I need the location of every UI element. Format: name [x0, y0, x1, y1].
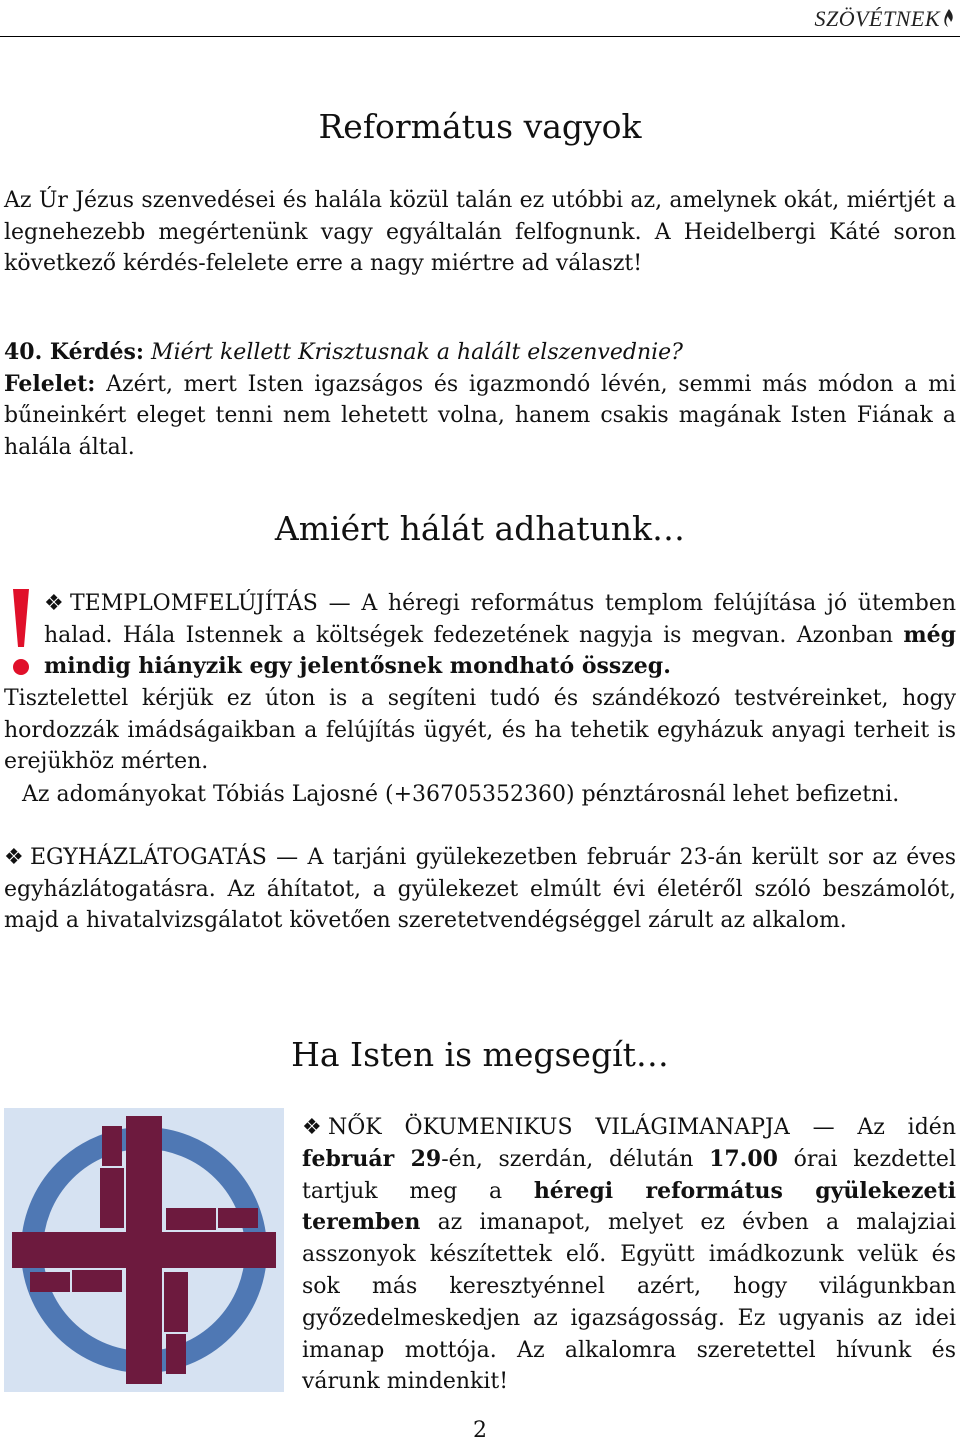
brand-name: SZÖVÉTNEK	[814, 6, 940, 31]
item-text-emphasis: még mindig hiányzik egy jelentősnek mondható összeg.	[44, 621, 956, 680]
item-text: A tarjáni gyülekezetben február 23-án került sor az éves egyházlátogatásra. Az áhítatot, a gyülekezet elmúlt évi életéről szóló beszámolót, majd a hivatalvizsgálatot követően szeretetvendégséggel zárult az alkalom.	[4, 845, 957, 934]
diamond-bullet-icon: ❖	[44, 591, 64, 616]
question-text: Miért kellett Krisztusnak a halált elszenvednie?	[151, 340, 683, 365]
item-text: Az idén	[857, 1115, 956, 1140]
item-label: TEMPLOMFELÚJÍTÁS	[70, 591, 318, 616]
renovation-continued	[4, 683, 956, 778]
question-label: 40. Kérdés:	[4, 339, 145, 365]
intro-paragraph	[4, 185, 956, 280]
item-text: A héregi református templom felújítása jó ütemben halad. Hála Istennek a költségek fedezetének nagyja is megvan. Azonban	[44, 591, 957, 648]
dash: —	[812, 1115, 835, 1140]
page-header	[0, 0, 960, 37]
item-text: az imanapot, melyet ez évben a malajziai asszonyok készítettek elő. Együtt imádkozunk velük és sok más keresztyénnel azért, hogy világunkban győzedelmeskedjen az igazságosság. Ez ugyanis az idei imanap mottója. Az alkalomra szeretettel hívunk és várunk mindenkit!	[302, 1210, 956, 1395]
section-title: Református vagyok	[318, 107, 642, 146]
ecumenical-cross-image	[4, 1108, 284, 1392]
answer-label: Felelet:	[4, 370, 96, 397]
brand-logo	[814, 6, 956, 32]
exclamation-icon	[4, 585, 38, 680]
item-label: EGYHÁZLÁTOGATÁS	[30, 845, 267, 870]
dash: —	[276, 845, 299, 870]
item-text: Tisztelettel kérjük ez úton is a segíteni tudó és szándékozó testvéreinket, hogy hordozzák imádságaikban a felújítás ügyét, és ha tehetik egyházuk anyagi terheit is erejükhöz mérten.	[4, 686, 956, 775]
catechism-qa	[4, 337, 956, 464]
donation-text: Az adományokat Tóbiás Lajosné (+36705352360) pénztárosnál lehet befizetni.	[22, 782, 900, 807]
item-label: NŐK ÖKUMENIKUS VILÁGIMANAPJA	[328, 1115, 790, 1140]
list-item-prayer-day	[302, 1112, 956, 1398]
item-text: -én, szerdán, délután	[441, 1146, 694, 1172]
flame-icon	[942, 8, 956, 28]
event-date: február 29	[302, 1145, 442, 1172]
item-text: órai kezdettel tartjuk meg a	[302, 1146, 956, 1204]
intro-text: Az Úr Jézus szenvedései és halála közül talán ez utóbbi az, amelynek okát, miértjét a legnehezebb megértenünk vagy egyáltalán felfognunk. A Heidelbergi Káté soron következő kérdés-felelete erre a nagy miértre ad választ!	[4, 188, 956, 277]
section-title: Amiért hálát adhatunk…	[274, 509, 686, 548]
diamond-bullet-icon: ❖	[4, 845, 24, 870]
page-number: 2	[473, 1418, 487, 1443]
event-location: héregi református gyülekezeti teremben	[302, 1177, 957, 1236]
list-item-visitation	[4, 842, 956, 937]
dash: —	[328, 591, 351, 616]
section-title: Ha Isten is megsegít…	[291, 1035, 669, 1074]
event-time: 17.00	[709, 1145, 778, 1172]
answer-text: Azért, mert Isten igazságos és igazmondó lévén, semmi más módon a mi bűneinkért eleget tenni nem lehetett volna, hanem csakis magának Isten Fiának a halála által.	[4, 371, 957, 461]
donation-info	[4, 779, 956, 811]
list-item-renovation	[44, 588, 956, 683]
diamond-bullet-icon: ❖	[302, 1115, 322, 1140]
